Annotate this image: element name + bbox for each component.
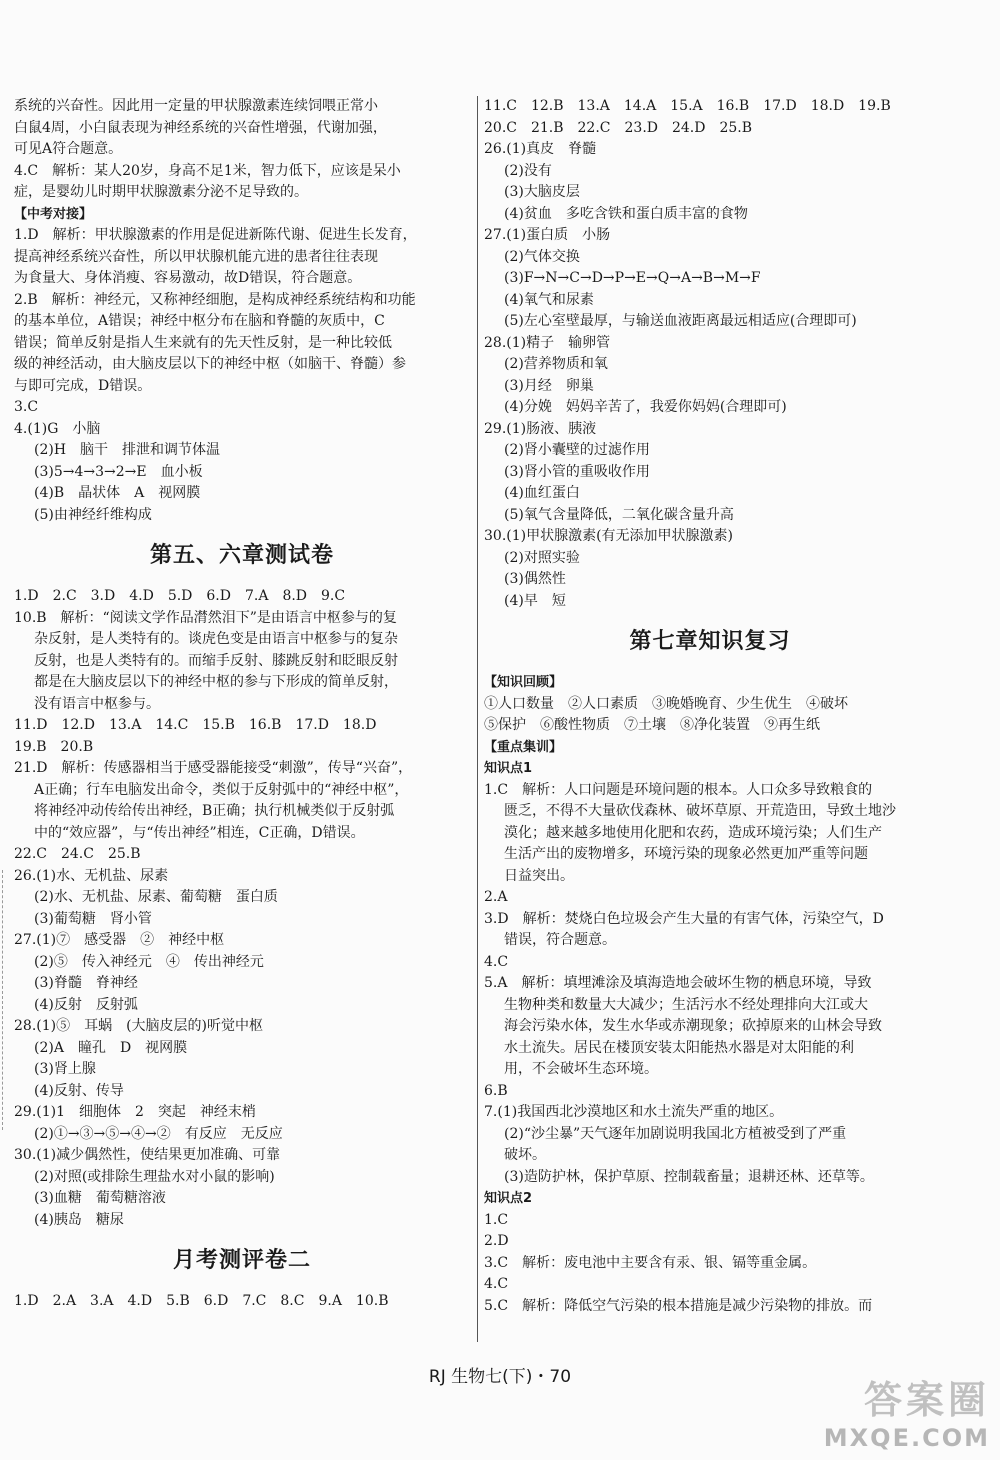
answer-line: 4.C xyxy=(484,953,509,970)
answer-line: 1.D 解析：甲状腺激素的作用是促进新陈代谢、促进生长发育， xyxy=(14,227,417,243)
answer-line: 为食量大、身体消瘦、容易激动，故D错误，符合题意。 xyxy=(14,270,362,286)
answer-subline: 日益突出。 xyxy=(504,867,574,884)
answer-line: 11.C 12.B 13.A 14.A 15.A 16.B 17.D 18.D 19.B xyxy=(484,98,891,114)
answer-line: 2.A xyxy=(484,889,508,905)
answer-subline: (3)肾上腺 xyxy=(34,1061,96,1077)
answer-subline: (3)血糖 葡萄糖溶液 xyxy=(34,1190,166,1206)
answer-line: 20.C 21.B 22.C 23.D 24.D 25.B xyxy=(484,119,753,136)
answer-line: 29.(1)1 细胞体 2 突起 神经末梢 xyxy=(14,1104,256,1120)
answer-line: 1.D 2.C 3.D 4.D 5.D 6.D 7.A 8.D 9.C xyxy=(14,588,346,604)
answer-subline: (2)①→③→⑤→④→② 有反应 无反应 xyxy=(34,1125,283,1142)
section-heading: 月考测评卷二 xyxy=(172,1248,311,1273)
answer-subline: 生活产出的废物增多，环境污染的现象必然更加严重等问题 xyxy=(504,846,868,862)
answer-line: 6.B xyxy=(484,1082,508,1099)
answer-line: 系统的兴奋性。因此用一定量的甲状腺激素连续饲喂正常小 xyxy=(14,98,378,114)
answer-subline: (4)贫血 多吃含铁和蛋白质丰富的食物 xyxy=(504,205,748,222)
answer-line: 10.B 解析：“阅读文学作品潸然泪下”是由语言中枢参与的复 xyxy=(14,609,397,626)
answer-subline: (4)分娩 妈妈辛苦了，我爱你妈妈(合理即可) xyxy=(504,399,787,415)
answer-subline: (2)气体交换 xyxy=(504,248,580,265)
answer-subline: (2)⑤ 传入神经元 ④ 传出神经元 xyxy=(34,953,264,970)
answer-line: 26.(1)水、无机盐、尿素 xyxy=(14,867,169,884)
answer-subline: (3)F→N→C→D→P→E→Q→A→B→M→F xyxy=(504,270,761,286)
answer-subline: 破坏。 xyxy=(504,1147,546,1163)
answer-line: 28.(1)精子 输卵管 xyxy=(484,334,611,351)
answer-subline: 反射，也是人类特有的。而缩手反射、膝跳反射和眨眼反射 xyxy=(34,652,398,669)
answer-subline: (4)血红蛋白 xyxy=(504,485,580,501)
answer-subline: (2)没有 xyxy=(504,162,552,179)
answer-subline: (3)5→4→3→2→E 血小板 xyxy=(34,463,203,480)
answer-subline: (3)造防护林，保护草原、控制载畜量；退耕还林、还草等。 xyxy=(504,1168,874,1185)
answer-subline: 漠化；越来越多地使用化肥和农药，造成环境污染；人们生产 xyxy=(504,824,882,841)
answer-subline: (4)反射、传导 xyxy=(34,1082,124,1099)
answer-subline: A正确；行车电脑发出命令，类似于反射弧中的“神经中枢”， xyxy=(34,781,409,798)
answer-subline: 将神经冲动传给传出神经，B正确；执行机械类似于反射弧 xyxy=(34,803,395,819)
answer-subline: (4)胰岛 糖尿 xyxy=(34,1211,124,1228)
answer-line: 白鼠4周，小白鼠表现为神经系统的兴奋性增强，代谢加强， xyxy=(14,119,387,136)
answer-subline: (2)营养物质和氧 xyxy=(504,356,608,372)
answer-subline: 杂反射，是人类特有的。谈虎色变是由语言中枢参与的复杂 xyxy=(34,631,398,647)
answer-subline: 没有语言中枢参与。 xyxy=(34,695,160,712)
section-tag: 【中考对接】 xyxy=(14,206,93,222)
answer-subline: (2)对照实验 xyxy=(504,549,580,566)
answer-line: 5.C 解析：降低空气污染的根本措施是减少污染物的排放。而 xyxy=(484,1297,873,1314)
answer-line: 2.B 解析：神经元，又称神经细胞，是构成神经系统结构和功能 xyxy=(14,291,416,308)
answer-line: ⑤保护 ⑥酸性物质 ⑦土壤 ⑧净化装置 ⑨再生纸 xyxy=(484,717,820,733)
answer-line: 1.C xyxy=(484,1211,509,1228)
answer-subline: (3)月经 卵巢 xyxy=(504,377,594,394)
answer-subline: 生物种类和数量大大减少；生活污水不经处理排向大江或大 xyxy=(504,996,868,1013)
answer-line: 的基本单位，A错误；神经中枢分布在脑和脊髓的灰质中，C xyxy=(14,313,385,329)
answer-line: 21.D 解析：传感器相当于感受器能接受“刺激”，传导“兴奋”， xyxy=(14,760,413,776)
section-heading: 第五、六章测试卷 xyxy=(149,543,334,568)
answer-subline: 用，不会破坏生态环境。 xyxy=(504,1061,658,1077)
answer-line: 4.(1)G 小脑 xyxy=(14,420,101,437)
answer-line: 症，是婴幼儿时期甲状腺激素分泌不足导致的。 xyxy=(14,184,308,200)
answer-line: 19.B 20.B xyxy=(14,738,94,755)
answer-line: 27.(1)⑦ 感受器 ② 神经中枢 xyxy=(14,932,225,948)
answer-subline: (2)肾小囊壁的过滤作用 xyxy=(504,442,650,458)
answer-line: 30.(1)甲状腺激素(有无添加甲状腺激素) xyxy=(484,528,734,544)
answer-line: 3.D 解析：焚烧白色垃圾会产生大量的有害气体，污染空气，D xyxy=(484,910,884,927)
answer-line: 与即可完成，D错误。 xyxy=(14,377,152,394)
page-footer: RJ 生物七(下)・70 xyxy=(428,1367,572,1387)
answer-line: 2.D xyxy=(484,1233,509,1249)
answer-subline: (3)大脑皮层 xyxy=(504,184,580,200)
binding-margin xyxy=(2,870,9,1130)
answer-subline: (4)反射 反射弧 xyxy=(34,996,138,1013)
answer-line: 5.A 解析：填埋滩涂及填海造地会破坏生物的栖息环境，导致 xyxy=(484,975,872,991)
answer-line: 4.C 解析：某人20岁，身高不足1米，智力低下，应该是呆小 xyxy=(14,162,401,179)
answer-subline: (3)偶然性 xyxy=(504,571,566,587)
answer-subline: (2)A 瞳孔 D 视网膜 xyxy=(34,1039,188,1056)
section-tag: 知识点1 xyxy=(484,761,533,776)
answer-subline: (3)脊髓 脊神经 xyxy=(34,975,138,991)
answer-subline: (5)由神经纤维构成 xyxy=(34,506,152,523)
answer-subline: (5)左心室壁最厚，与输送血液距离最远相适应(合理即可) xyxy=(504,313,857,329)
answer-subline: (2)H 脑干 排泄和调节体温 xyxy=(34,442,221,458)
section-tag: 知识点2 xyxy=(484,1191,533,1206)
watermark-logo-text: 答案圈 xyxy=(863,1378,990,1422)
answer-line: 30.(1)减少偶然性，使结果更加准确、可靠 xyxy=(14,1147,281,1163)
answer-line: 26.(1)真皮 脊髓 xyxy=(484,141,597,157)
answer-line: 29.(1)肠液、胰液 xyxy=(484,420,597,437)
answer-subline: (3)肾小管的重吸收作用 xyxy=(504,463,650,480)
answer-subline: (4)B 晶状体 A 视网膜 xyxy=(34,485,201,501)
answer-subline: (5)氧气含量降低，二氧化碳含量升高 xyxy=(504,506,734,523)
answer-subline: (3)葡萄糖 肾小管 xyxy=(34,910,152,927)
answer-line: 可见A符合题意。 xyxy=(14,141,123,157)
watermark-url: MXQE.COM xyxy=(823,1424,990,1452)
answer-subline: (4)氧气和尿素 xyxy=(504,291,594,308)
watermark xyxy=(824,1369,990,1452)
answer-subline: (2)对照(或排除生理盐水对小鼠的影响) xyxy=(34,1168,275,1185)
left-column xyxy=(14,96,470,1313)
answer-line: 22.C 24.C 25.B xyxy=(14,846,141,862)
answer-line: 7.(1)我国西北沙漠地区和水土流失严重的地区。 xyxy=(484,1104,784,1120)
answer-line: 提高神经系统兴奋性，所以甲状腺机能亢进的患者往往表现 xyxy=(14,248,378,265)
answer-line: 28.(1)⑤ 耳蜗 (大脑皮层的)听觉中枢 xyxy=(14,1018,264,1034)
answer-subline: 海会污染水体，发生水华或赤潮现象；砍掉原来的山林会导致 xyxy=(504,1018,882,1034)
answer-subline: (2)“沙尘暴”天气逐年加剧说明我国北方植被受到了严重 xyxy=(504,1125,847,1142)
answer-subline: 匮乏，不得不大量砍伐森林、破坏草原、开荒造田，导致土地沙 xyxy=(504,803,896,819)
answer-line: 4.C xyxy=(484,1276,509,1292)
answer-line: 1.C 解析：人口问题是环境问题的根本。人口众多导致粮食的 xyxy=(484,781,873,798)
answer-subline: (4)早 短 xyxy=(504,592,566,609)
right-column xyxy=(484,96,936,1317)
answer-line: 27.(1)蛋白质 小肠 xyxy=(484,227,611,243)
answer-line: 1.D 2.A 3.A 4.D 5.B 6.D 7.C 8.C 9.A 10.B xyxy=(14,1293,389,1309)
answer-subline: 水土流失。居民在楼顶安装太阳能热水器是对太阳能的利 xyxy=(504,1039,854,1056)
answer-subline: 中的“效应器”，与“传出神经”相连，C正确，D错误。 xyxy=(34,824,365,841)
answer-subline: 都是在大脑皮层以下的神经中枢的参与下形成的简单反射， xyxy=(34,674,398,690)
answer-line: 11.D 12.D 13.A 14.C 15.B 16.B 17.D 18.D xyxy=(14,717,377,733)
section-tag: 【知识回顾】 xyxy=(484,675,563,690)
answer-subline: (2)水、无机盐、尿素、葡萄糖 蛋白质 xyxy=(34,889,278,905)
column-divider xyxy=(477,96,478,1342)
answer-line: 级的神经活动，由大脑皮层以下的神经中枢（如脑干、脊髓）参 xyxy=(14,356,406,372)
section-heading: 第七章知识复习 xyxy=(629,629,791,654)
answer-line: 3.C 解析：废电池中主要含有汞、银、镉等重金属。 xyxy=(484,1254,817,1271)
answer-line: 错误；简单反射是指人生来就有的先天性反射，是一种比较低 xyxy=(14,334,392,351)
answer-line: ①人口数量 ②人口素质 ③晚婚晚育、少生优生 ④破坏 xyxy=(484,695,848,712)
section-tag: 【重点集训】 xyxy=(484,739,563,755)
answer-subline: 错误，符合题意。 xyxy=(504,932,616,948)
answer-line: 3.C xyxy=(14,399,39,415)
